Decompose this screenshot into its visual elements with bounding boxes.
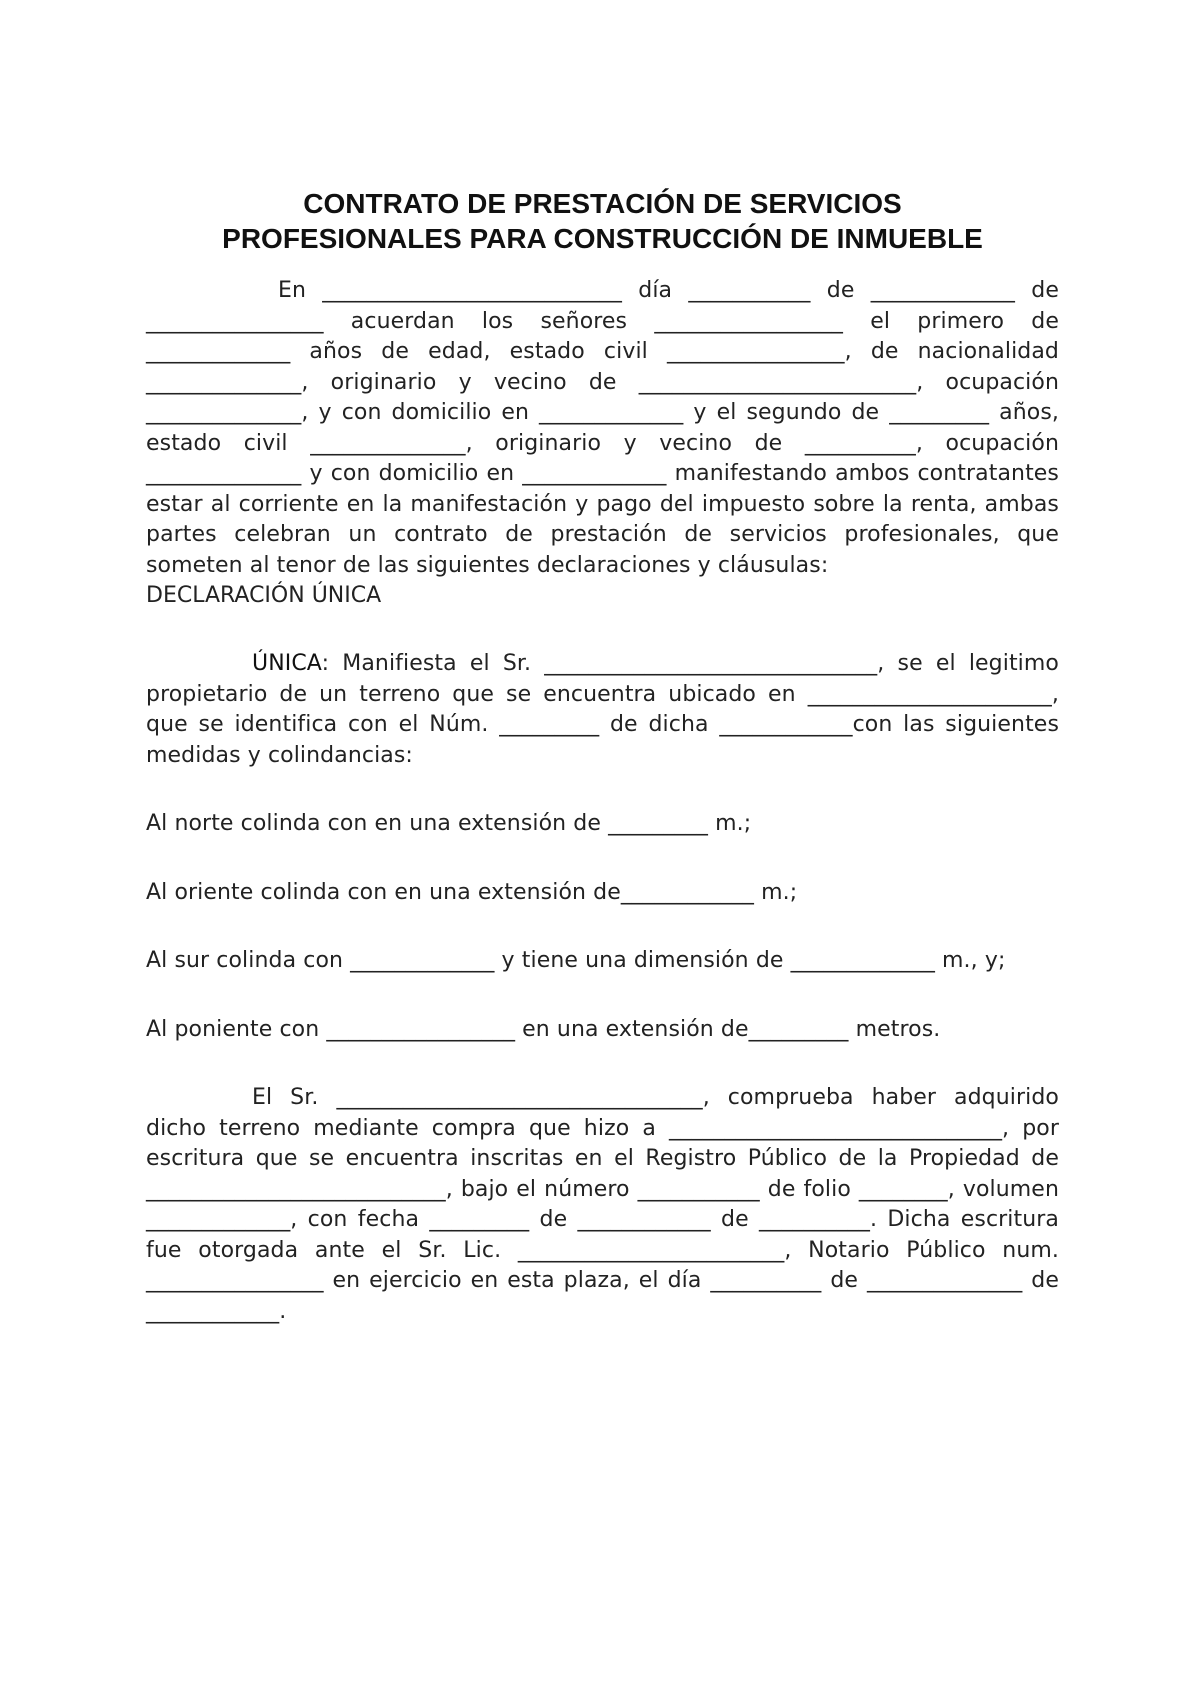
unica-text: : Manifiesta el Sr. ______________________________, se el legitimo propietario de un terreno que se encuentra ubicado en ______________________, que se identifica con el Núm. _________ de dicha ____________con las siguientes medidas y colindancias: [146, 651, 1059, 768]
boundary-east: Al oriente colinda con en una extensión de____________ m.; [146, 879, 798, 905]
intro-paragraph: En ___________________________ día ___________ de _____________ de ________________ acuerdan los señores _________________ el primero de _____________ años de edad, estado civil ________________, de nacionalidad ______________, originario y vecino de _________________________, ocupación ______________, y con domicilio en _____________ y el segundo de _________ años, estado civil ______________, originario y vecino de __________, ocupación ______________ y con domicilio en _____________ manifestando ambos contratantes estar al corriente en la manifestación y pago del impuesto sobre la renta, ambas partes celebran un contrato de prestación de servicios profesionales, que someten al tenor de las siguientes declaraciones y cláusulas: [146, 278, 1059, 578]
contract-page [146, 186, 1059, 1327]
document-title [146, 186, 1059, 256]
title-line-1: CONTRATO DE PRESTACIÓN DE SERVICIOS [303, 188, 902, 219]
unica-lead: ÚNICA [252, 651, 322, 676]
boundary-south: Al sur colinda con _____________ y tiene una dimensión de _____________ m., y; [146, 948, 1006, 973]
title-line-2: PROFESIONALES PARA CONSTRUCCIÓN DE INMUEBLE [222, 223, 983, 254]
boundary-north: Al norte colinda con en una extensión de _________ m.; [146, 811, 752, 836]
declaration-heading: DECLARACIÓN ÚNICA [146, 583, 382, 608]
unica-paragraph [146, 649, 1059, 771]
boundary-west: Al poniente con _________________ en una extensión de_________ metros. [146, 1016, 941, 1042]
final-paragraph: El Sr. _________________________________, comprueba haber adquirido dicho terreno mediante compra que hizo a ______________________________, por escritura que se encuentra inscritas en el Registro Público de la Propiedad de ___________________________, bajo el número ___________ de folio ________, volumen _____________, con fecha _________ de ____________ de __________. Dicha escritura fue otorgada ante el Sr. Lic. ________________________, Notario Público num. ________________ en ejercicio en esta plaza, el día __________ de ______________ de ____________. [146, 1085, 1059, 1324]
